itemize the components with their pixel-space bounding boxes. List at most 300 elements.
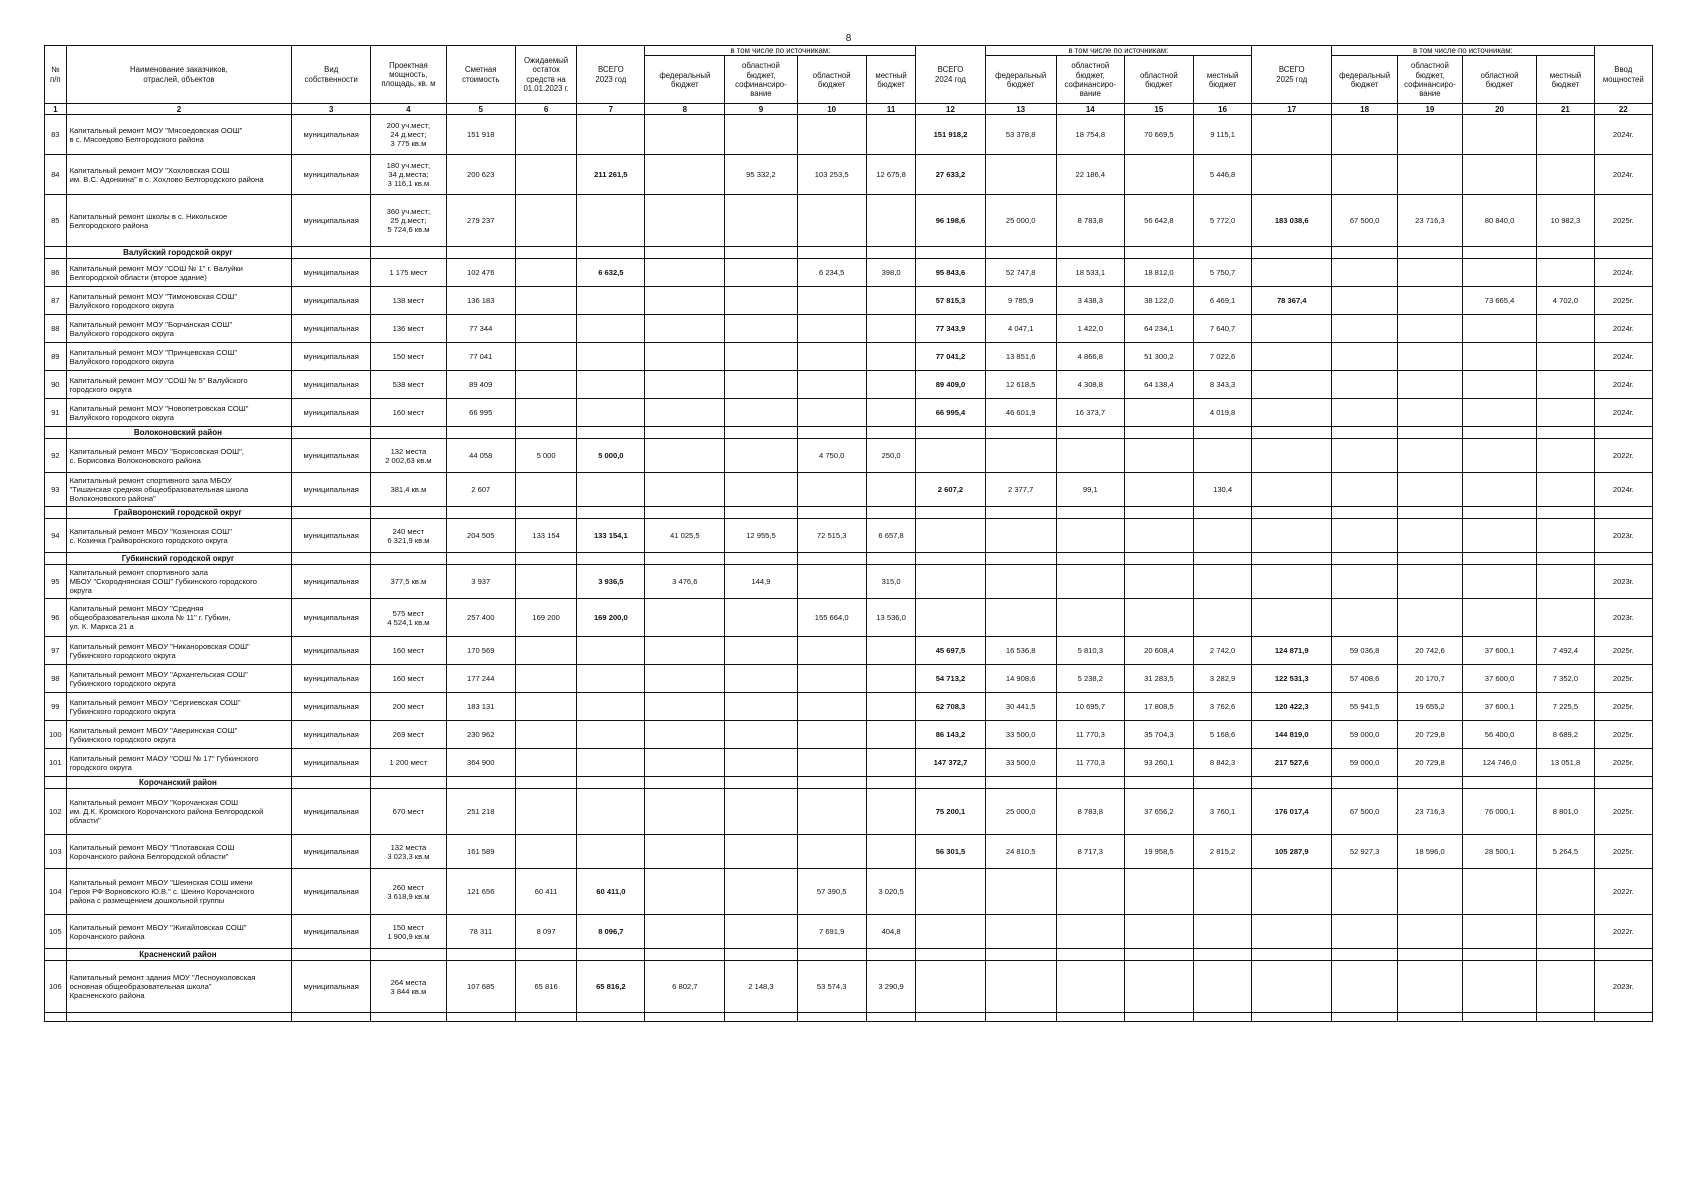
section-empty-cell (1462, 247, 1537, 259)
section-empty-cell (446, 507, 515, 519)
row-number: 96 (45, 599, 67, 637)
federal-2023 (645, 915, 725, 949)
section-empty-cell (1332, 247, 1398, 259)
federal-2024 (985, 519, 1056, 553)
regional-2025 (1462, 259, 1537, 287)
blank-cell (985, 1013, 1056, 1022)
row-number: 94 (45, 519, 67, 553)
capacity: 260 мест 3 618,9 кв.м (371, 869, 447, 915)
section-empty-cell (1332, 777, 1398, 789)
regional-cofin-2025: 20 170,7 (1398, 665, 1463, 693)
ownership: муниципальная (292, 599, 371, 637)
ownership: муниципальная (292, 371, 371, 399)
header-local-2023: местный бюджет (866, 56, 916, 104)
commissioning-year: 2024г. (1594, 315, 1652, 343)
section-empty-cell (1056, 247, 1124, 259)
local-2024: 3 282,9 (1193, 665, 1251, 693)
table-body (45, 115, 1653, 1022)
total-2023 (577, 665, 645, 693)
expected-balance (515, 473, 577, 507)
commissioning-year: 2025г. (1594, 721, 1652, 749)
row-number: 98 (45, 665, 67, 693)
federal-2024: 12 618,5 (985, 371, 1056, 399)
section-row (45, 427, 1653, 439)
local-2024: 3 760,1 (1193, 789, 1251, 835)
total-2025: 105 287,9 (1252, 835, 1332, 869)
regional-cofin-2024: 10 695,7 (1056, 693, 1124, 721)
commissioning-year: 2025г. (1594, 195, 1652, 247)
ownership: муниципальная (292, 789, 371, 835)
federal-2025 (1332, 115, 1398, 155)
blank-cell (66, 1013, 292, 1022)
section-empty-cell (866, 247, 916, 259)
local-2023 (866, 789, 916, 835)
blank-cell (1332, 1013, 1398, 1022)
local-2024 (1193, 439, 1251, 473)
regional-2024 (1124, 439, 1193, 473)
capacity: 240 мест 6 321,9 кв.м (371, 519, 447, 553)
section-empty-cell (1537, 427, 1594, 439)
header-estimated-cost: Сметная стоимость (446, 46, 515, 104)
federal-2023 (645, 195, 725, 247)
regional-2023 (797, 835, 866, 869)
total-2023: 8 096,7 (577, 915, 645, 949)
regional-2024: 70 669,5 (1124, 115, 1193, 155)
object-name: Капитальный ремонт МОУ "СОШ № 1" г. Валуйки Белгородской области (второе здание) (66, 259, 292, 287)
blank-cell (797, 1013, 866, 1022)
total-2023 (577, 399, 645, 427)
federal-2024: 4 047,1 (985, 315, 1056, 343)
regional-cofin-2025: 20 729,8 (1398, 721, 1463, 749)
capacity: 575 мест 4 524,1 кв.м (371, 599, 447, 637)
expected-balance: 5 000 (515, 439, 577, 473)
regional-cofin-2025 (1398, 473, 1463, 507)
ownership: муниципальная (292, 287, 371, 315)
section-empty-cell (446, 427, 515, 439)
section-empty-cell (645, 777, 725, 789)
regional-cofin-2023 (725, 439, 797, 473)
expected-balance (515, 259, 577, 287)
row-number: 84 (45, 155, 67, 195)
section-label: Красненский район (66, 949, 292, 961)
federal-2025 (1332, 287, 1398, 315)
object-name: Капитальный ремонт МОУ "Хохловская СОШ им. В.С. Адонкина" в с. Хохлово Белгородского района (66, 155, 292, 195)
estimated-cost: 78 311 (446, 915, 515, 949)
section-label: Валуйский городской округ (66, 247, 292, 259)
section-empty-cell (515, 949, 577, 961)
section-empty-cell (1462, 777, 1537, 789)
section-empty-cell (985, 507, 1056, 519)
local-2024: 7 022,6 (1193, 343, 1251, 371)
federal-2023 (645, 637, 725, 665)
capital-repair-table (44, 45, 1653, 1022)
page-number: 8 (845, 33, 852, 44)
header-total-2023: ВСЕГО 2023 год (577, 46, 645, 104)
expected-balance: 133 154 (515, 519, 577, 553)
section-empty-cell (371, 507, 447, 519)
federal-2023: 3 476,6 (645, 565, 725, 599)
capacity: 132 места 2 002,63 кв.м (371, 439, 447, 473)
commissioning-year: 2025г. (1594, 789, 1652, 835)
row-number: 93 (45, 473, 67, 507)
section-empty-cell (797, 427, 866, 439)
object-name: Капитальный ремонт МОУ "Новопетровская СОШ" Валуйского городского округа (66, 399, 292, 427)
capacity: 200 уч.мест; 24 д.мест; 3 775 кв.м (371, 115, 447, 155)
blank-cell (916, 1013, 985, 1022)
blank-cell (1252, 1013, 1332, 1022)
regional-cofin-2025: 23 716,3 (1398, 789, 1463, 835)
federal-2023 (645, 439, 725, 473)
regional-2024 (1124, 565, 1193, 599)
local-2025: 8 801,0 (1537, 789, 1594, 835)
local-2025 (1537, 961, 1594, 1013)
section-empty-cell (725, 777, 797, 789)
regional-2024: 93 260,1 (1124, 749, 1193, 777)
total-2024 (916, 439, 985, 473)
section-empty-cell (515, 247, 577, 259)
federal-2023: 6 802,7 (645, 961, 725, 1013)
total-2025 (1252, 915, 1332, 949)
regional-2025 (1462, 439, 1537, 473)
column-number: 21 (1537, 104, 1594, 115)
blank-cell (446, 1013, 515, 1022)
local-2023: 13 536,0 (866, 599, 916, 637)
local-2025 (1537, 115, 1594, 155)
header-total-2025: ВСЕГО 2025 год (1252, 46, 1332, 104)
federal-2024: 24 810,5 (985, 835, 1056, 869)
regional-cofin-2023 (725, 869, 797, 915)
column-number-row (45, 104, 1653, 115)
row-number: 97 (45, 637, 67, 665)
total-2023: 65 816,2 (577, 961, 645, 1013)
regional-2025: 76 000,1 (1462, 789, 1537, 835)
table-row (45, 599, 1653, 637)
total-2023 (577, 637, 645, 665)
regional-2025 (1462, 519, 1537, 553)
commissioning-year: 2024г. (1594, 259, 1652, 287)
section-empty-cell (45, 507, 67, 519)
header-regional-2023: областной бюджет (797, 56, 866, 104)
object-name: Капитальный ремонт МБОУ "Аверинская СОШ" Губкинского городского округа (66, 721, 292, 749)
federal-2025 (1332, 519, 1398, 553)
federal-2023 (645, 259, 725, 287)
section-empty-cell (1252, 427, 1332, 439)
regional-2023 (797, 565, 866, 599)
blank-cell (1056, 1013, 1124, 1022)
regional-2025 (1462, 115, 1537, 155)
federal-2024: 25 000,0 (985, 195, 1056, 247)
column-number: 19 (1398, 104, 1463, 115)
blank-cell (292, 1013, 371, 1022)
regional-cofin-2023 (725, 915, 797, 949)
object-name: Капитальный ремонт МАОУ "СОШ № 17" Губкинского городского округа (66, 749, 292, 777)
section-empty-cell (577, 777, 645, 789)
commissioning-year: 2024г. (1594, 399, 1652, 427)
regional-cofin-2023 (725, 315, 797, 343)
section-empty-cell (292, 777, 371, 789)
section-empty-cell (1398, 247, 1463, 259)
regional-2023 (797, 315, 866, 343)
section-empty-cell (985, 247, 1056, 259)
object-name: Капитальный ремонт спортивного зала МБОУ "Скороднянская СОШ" Губкинского городского округа (66, 565, 292, 599)
local-2023: 3 290,9 (866, 961, 916, 1013)
federal-2025 (1332, 399, 1398, 427)
total-2024: 75 200,1 (916, 789, 985, 835)
column-number: 2 (66, 104, 292, 115)
ownership: муниципальная (292, 565, 371, 599)
section-label: Волоконовский район (66, 427, 292, 439)
row-number: 86 (45, 259, 67, 287)
federal-2024 (985, 565, 1056, 599)
column-number: 13 (985, 104, 1056, 115)
regional-cofin-2023 (725, 789, 797, 835)
regional-cofin-2023 (725, 599, 797, 637)
regional-cofin-2025 (1398, 371, 1463, 399)
local-2024: 8 842,3 (1193, 749, 1251, 777)
blank-cell (45, 1013, 67, 1022)
regional-cofin-2025 (1398, 439, 1463, 473)
column-number: 6 (515, 104, 577, 115)
regional-2024 (1124, 155, 1193, 195)
federal-2025 (1332, 343, 1398, 371)
section-empty-cell (515, 427, 577, 439)
total-2024: 86 143,2 (916, 721, 985, 749)
regional-2024: 56 642,8 (1124, 195, 1193, 247)
regional-2023 (797, 115, 866, 155)
section-empty-cell (1252, 553, 1332, 565)
section-empty-cell (371, 247, 447, 259)
header-regional-2024: областной бюджет (1124, 56, 1193, 104)
row-number: 87 (45, 287, 67, 315)
column-number: 1 (45, 104, 67, 115)
estimated-cost: 121 656 (446, 869, 515, 915)
total-2024: 77 343,9 (916, 315, 985, 343)
section-empty-cell (1124, 553, 1193, 565)
total-2023: 5 000,0 (577, 439, 645, 473)
regional-2023: 6 234,5 (797, 259, 866, 287)
federal-2025: 55 941,5 (1332, 693, 1398, 721)
expected-balance (515, 665, 577, 693)
section-empty-cell (1252, 247, 1332, 259)
estimated-cost: 251 218 (446, 789, 515, 835)
federal-2023 (645, 789, 725, 835)
blank-cell (1462, 1013, 1537, 1022)
capacity: 264 места 3 844 кв.м (371, 961, 447, 1013)
local-2023: 398,0 (866, 259, 916, 287)
regional-cofin-2025: 20 742,6 (1398, 637, 1463, 665)
local-2023 (866, 195, 916, 247)
ownership: муниципальная (292, 115, 371, 155)
regional-cofin-2024 (1056, 915, 1124, 949)
estimated-cost: 161 589 (446, 835, 515, 869)
section-empty-cell (1124, 247, 1193, 259)
commissioning-year: 2024г. (1594, 473, 1652, 507)
local-2023 (866, 399, 916, 427)
header-regional-cofin-2024: областной бюджет, софинансиро- вание (1056, 56, 1124, 104)
expected-balance (515, 721, 577, 749)
row-number: 104 (45, 869, 67, 915)
section-empty-cell (725, 507, 797, 519)
regional-cofin-2025 (1398, 155, 1463, 195)
section-empty-cell (446, 553, 515, 565)
local-2025: 5 264,5 (1537, 835, 1594, 869)
local-2023: 404,8 (866, 915, 916, 949)
section-empty-cell (1537, 507, 1594, 519)
federal-2024 (985, 869, 1056, 915)
regional-2024 (1124, 869, 1193, 915)
capacity: 132 места 3 023,3 кв.м (371, 835, 447, 869)
row-number: 95 (45, 565, 67, 599)
estimated-cost: 2 607 (446, 473, 515, 507)
regional-cofin-2024: 8 783,8 (1056, 789, 1124, 835)
section-empty-cell (1252, 949, 1332, 961)
local-2023 (866, 637, 916, 665)
local-2025 (1537, 259, 1594, 287)
section-empty-cell (1462, 427, 1537, 439)
column-number: 22 (1594, 104, 1652, 115)
federal-2024: 52 747,8 (985, 259, 1056, 287)
expected-balance: 8 097 (515, 915, 577, 949)
regional-2024: 64 234,1 (1124, 315, 1193, 343)
section-empty-cell (797, 553, 866, 565)
regional-2025: 28 500,1 (1462, 835, 1537, 869)
section-empty-cell (577, 553, 645, 565)
total-2025 (1252, 371, 1332, 399)
section-empty-cell (797, 777, 866, 789)
federal-2025 (1332, 599, 1398, 637)
regional-cofin-2025 (1398, 599, 1463, 637)
total-2024 (916, 961, 985, 1013)
object-name: Капитальный ремонт МОУ "Принцевская СОШ" Валуйского городского округа (66, 343, 292, 371)
section-empty-cell (1252, 777, 1332, 789)
total-2023 (577, 473, 645, 507)
estimated-cost: 44 058 (446, 439, 515, 473)
section-empty-cell (1398, 553, 1463, 565)
capacity: 381,4 кв.м (371, 473, 447, 507)
regional-cofin-2024: 4 308,8 (1056, 371, 1124, 399)
regional-cofin-2023 (725, 749, 797, 777)
expected-balance (515, 565, 577, 599)
expected-balance: 169 200 (515, 599, 577, 637)
total-2024: 54 713,2 (916, 665, 985, 693)
regional-2024: 18 812,0 (1124, 259, 1193, 287)
section-empty-cell (985, 553, 1056, 565)
total-2023: 169 200,0 (577, 599, 645, 637)
regional-cofin-2023 (725, 637, 797, 665)
ownership: муниципальная (292, 721, 371, 749)
blank-cell (515, 1013, 577, 1022)
total-2024: 27 633,2 (916, 155, 985, 195)
local-2024 (1193, 869, 1251, 915)
object-name: Капитальный ремонт МБОУ "Козинская СОШ" с. Козинка Грайворонского городского округа (66, 519, 292, 553)
commissioning-year: 2023г. (1594, 961, 1652, 1013)
section-empty-cell (1193, 553, 1251, 565)
section-empty-cell (1398, 427, 1463, 439)
regional-2024: 17 808,5 (1124, 693, 1193, 721)
regional-2025: 37 600,1 (1462, 637, 1537, 665)
regional-cofin-2024: 8 717,3 (1056, 835, 1124, 869)
regional-2025 (1462, 869, 1537, 915)
local-2023 (866, 343, 916, 371)
total-2025 (1252, 259, 1332, 287)
local-2023: 250,0 (866, 439, 916, 473)
capacity: 136 мест (371, 315, 447, 343)
section-empty-cell (1594, 507, 1652, 519)
total-2023: 133 154,1 (577, 519, 645, 553)
table-row (45, 869, 1653, 915)
regional-2023 (797, 721, 866, 749)
regional-cofin-2024: 99,1 (1056, 473, 1124, 507)
total-2023 (577, 835, 645, 869)
section-row (45, 777, 1653, 789)
capacity: 269 мест (371, 721, 447, 749)
total-2023 (577, 343, 645, 371)
regional-cofin-2023: 144,9 (725, 565, 797, 599)
section-row (45, 247, 1653, 259)
commissioning-year: 2025г. (1594, 693, 1652, 721)
regional-cofin-2025 (1398, 115, 1463, 155)
section-empty-cell (866, 427, 916, 439)
regional-2023 (797, 195, 866, 247)
regional-2023: 7 691,9 (797, 915, 866, 949)
row-number: 88 (45, 315, 67, 343)
section-empty-cell (916, 949, 985, 961)
local-2024: 5 750,7 (1193, 259, 1251, 287)
section-empty-cell (45, 777, 67, 789)
federal-2024 (985, 915, 1056, 949)
federal-2024: 33 500,0 (985, 749, 1056, 777)
object-name: Капитальный ремонт спортивного зала МБОУ "Тишанская средняя общеобразовательная школа Волоконовского района" (66, 473, 292, 507)
local-2025: 13 051,8 (1537, 749, 1594, 777)
estimated-cost: 3 937 (446, 565, 515, 599)
regional-cofin-2025: 20 729,8 (1398, 749, 1463, 777)
total-2024: 95 843,6 (916, 259, 985, 287)
table-row (45, 259, 1653, 287)
expected-balance (515, 155, 577, 195)
header-total-2024: ВСЕГО 2024 год (916, 46, 985, 104)
header-local-2024: местный бюджет (1193, 56, 1251, 104)
federal-2024 (985, 155, 1056, 195)
total-2025 (1252, 961, 1332, 1013)
regional-cofin-2024: 5 238,2 (1056, 665, 1124, 693)
capacity: 377,5 кв.м (371, 565, 447, 599)
table-row (45, 721, 1653, 749)
section-empty-cell (1193, 247, 1251, 259)
regional-cofin-2023: 95 332,2 (725, 155, 797, 195)
federal-2025 (1332, 155, 1398, 195)
local-2024: 6 469,1 (1193, 287, 1251, 315)
federal-2024: 14 908,6 (985, 665, 1056, 693)
total-2025: 124 871,9 (1252, 637, 1332, 665)
section-empty-cell (645, 553, 725, 565)
object-name: Капитальный ремонт МБОУ "Сергиевская СОШ" Губкинского городского округа (66, 693, 292, 721)
object-name: Капитальный ремонт здания МОУ "Лесноуколовская основная общеобразовательная школа" Красненского района (66, 961, 292, 1013)
regional-2025 (1462, 399, 1537, 427)
ownership: муниципальная (292, 869, 371, 915)
local-2023 (866, 835, 916, 869)
regional-2025 (1462, 315, 1537, 343)
federal-2024: 2 377,7 (985, 473, 1056, 507)
regional-cofin-2024: 22 186,4 (1056, 155, 1124, 195)
local-2025: 10 982,3 (1537, 195, 1594, 247)
header-sources-2024: в том числе по источникам: (985, 46, 1252, 56)
regional-cofin-2023 (725, 473, 797, 507)
table-row (45, 789, 1653, 835)
total-2023: 211 261,5 (577, 155, 645, 195)
estimated-cost: 136 183 (446, 287, 515, 315)
federal-2025 (1332, 371, 1398, 399)
regional-cofin-2024 (1056, 565, 1124, 599)
